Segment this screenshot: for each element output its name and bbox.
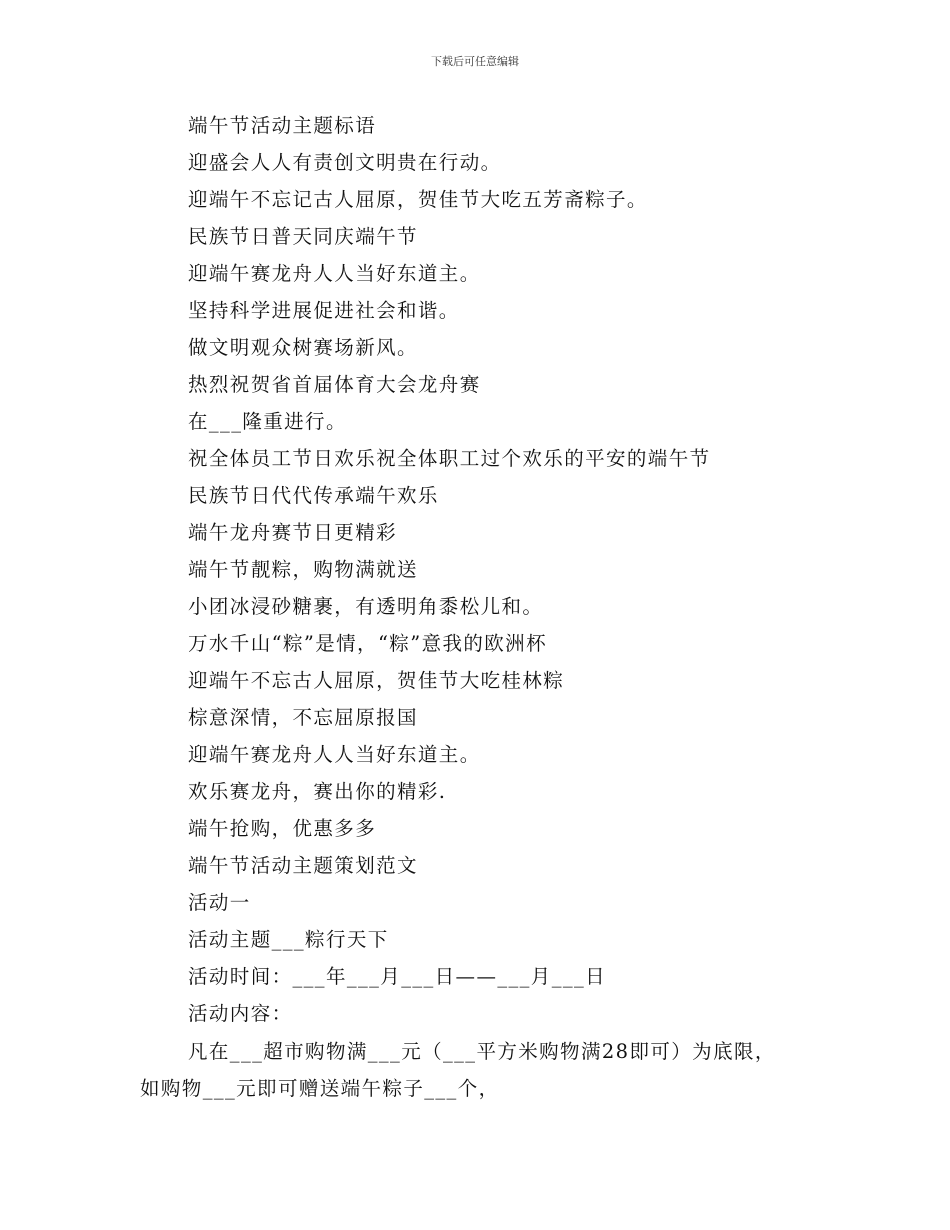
- text-line: 万水千山“粽”是情，“粽”意我的欧洲杯: [188, 632, 547, 655]
- text-line: 做文明观众树赛场新风。: [188, 336, 418, 359]
- text-line: 迎盛会人人有责创文明贵在行动。: [188, 151, 502, 174]
- text-line: 祝全体员工节日欢乐祝全体职工过个欢乐的平安的端午节: [188, 447, 711, 470]
- text-line: 小团冰浸砂糖裹，有透明角黍松儿和。: [188, 595, 544, 618]
- text-line: 端午抢购，优惠多多: [188, 817, 377, 840]
- paragraph-line-2: 如购物___元即可赠送端午粽子___个，: [140, 1077, 500, 1100]
- text-line: 热烈祝贺省首届体育大会龙舟赛: [188, 373, 481, 396]
- doc-title: 端午节活动主题标语: [188, 114, 377, 137]
- page-header: 下载后可任意编辑: [431, 55, 519, 68]
- text-line: 在___隆重进行。: [188, 410, 347, 433]
- text-line: 活动内容：: [188, 1002, 293, 1025]
- text-line: 迎端午赛龙舟人人当好东道主。: [188, 262, 481, 285]
- section-heading: 端午节活动主题策划范文: [188, 854, 418, 877]
- text-line: 活动一: [188, 891, 251, 914]
- text-line: 活动时间：___年___月___日——___月___日: [188, 965, 607, 988]
- text-line: 端午龙舟赛节日更精彩: [188, 521, 398, 544]
- text-line: 迎端午不忘记古人屈原，贺佳节大吃五芳斋粽子。: [188, 188, 648, 211]
- text-line: 欢乐赛龙舟，赛出你的精彩.: [188, 780, 447, 803]
- text-line: 民族节日普天同庆端午节: [188, 225, 418, 248]
- text-line: 坚持科学进展促进社会和谐。: [188, 299, 460, 322]
- text-line: 端午节靓粽，购物满就送: [188, 558, 418, 581]
- text-line: 迎端午不忘古人屈原，贺佳节大吃桂林粽: [188, 669, 565, 692]
- paragraph-line-1: 凡在___超市购物满___元（___平方米购物满28即可）为底限，: [188, 1040, 776, 1063]
- text-line: 民族节日代代传承端午欢乐: [188, 484, 439, 507]
- text-line: 活动主题___粽行天下: [188, 928, 389, 951]
- text-line: 迎端午赛龙舟人人当好东道主。: [188, 743, 481, 766]
- text-line: 棕意深情，不忘屈原报国: [188, 706, 418, 729]
